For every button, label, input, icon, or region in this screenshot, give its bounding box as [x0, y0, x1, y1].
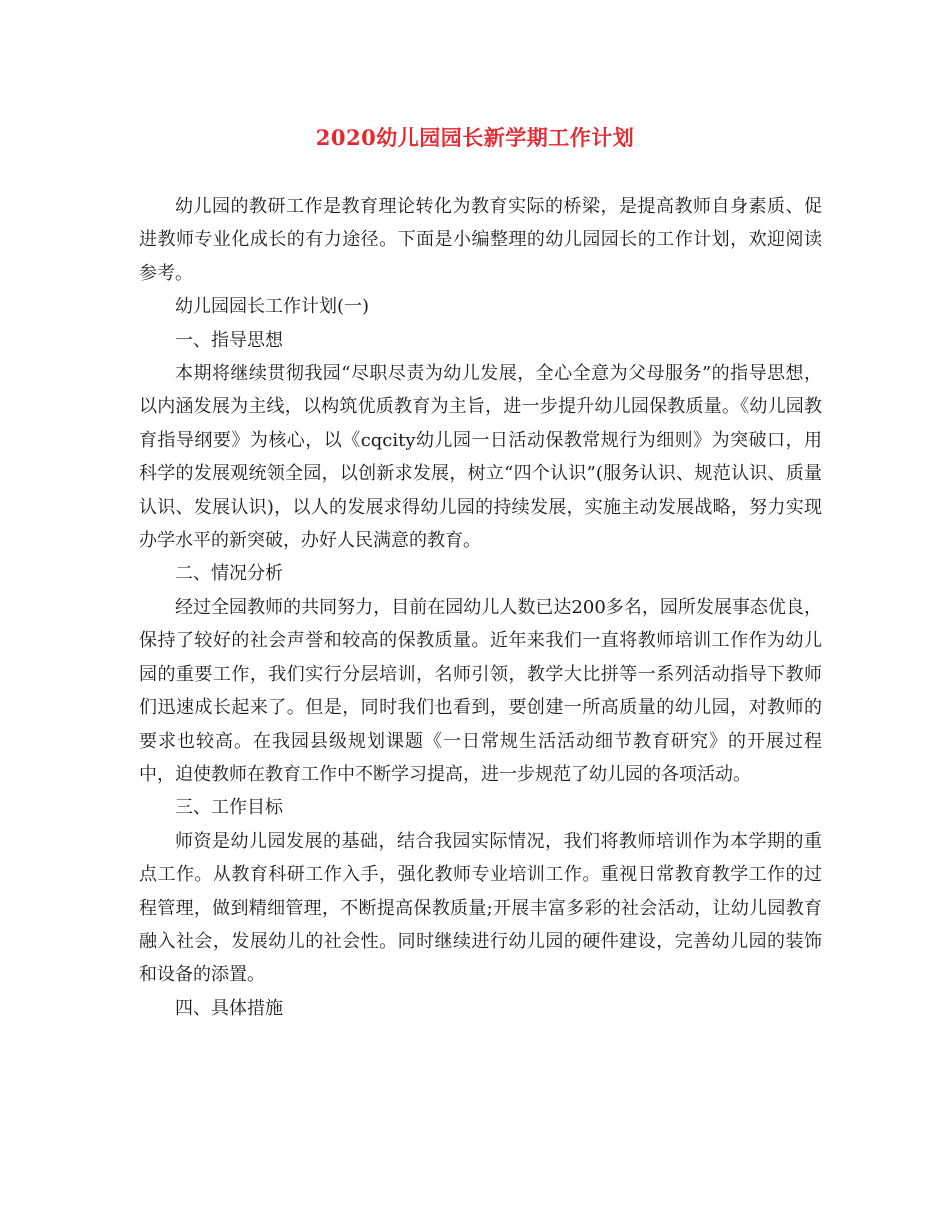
work-goals-paragraph: 师资是幼儿园发展的基础，结合我园实际情况，我们将教师培训作为本学期的重点工作。从教育科研工作入手，强化教师专业培训工作。重视日常教育教学工作的过程管理，做到精细管理，不断提高保教质量;开展丰富多彩的社会活动，让幼儿园教育融入社会，发展幼儿的社会性。同时继续进行幼儿园的硬件建设，完善幼儿园的装饰和设备的添置。 — [139, 830, 822, 986]
document-title: 2020幼儿园园长新学期工作计划 — [315, 125, 635, 150]
section-heading-situation-analysis: 二、情况分析 — [175, 563, 283, 585]
document-body — [139, 190, 822, 1025]
guiding-ideology-paragraph: 本期将继续贯彻我园“尽职尽责为幼儿发展，全心全意为父母服务”的指导思想，以内涵发展为主线，以构筑优质教育为主旨，进一步提升幼儿园保教质量。《幼儿园教育指导纲要》为核心，以《cqcity幼儿园一日活动保教常规行为细则》为突破口，用科学的发展观统领全园，以创新求发展，树立“四个认识”(服务认识、规范认识、质量认识、发展认识)，以人的发展求得幼儿园的持续发展，实施主动发展战略，努力实现办学水平的新突破，办好人民满意的教育。 — [139, 363, 822, 552]
section-heading-specific-measures: 四、具体措施 — [175, 997, 283, 1019]
situation-analysis-paragraph: 经过全园教师的共同努力，目前在园幼儿人数已达200多名，园所发展事态优良，保持了较好的社会声誉和较高的保教质量。近年来我们一直将教师培训工作作为幼儿园的重要工作，我们实行分层培训，名师引领，教学大比拼等一系列活动指导下教师们迅速成长起来了。但是，同时我们也看到，要创建一所高质量的幼儿园，对教师的要求也较高。在我园县级规划课题《一日常规生活活动细节教育研究》的开展过程中，迫使教师在教育工作中不断学习提高，进一步规范了幼儿园的各项活动。 — [139, 596, 822, 785]
intro-paragraph: 幼儿园的教研工作是教育理论转化为教育实际的桥梁，是提高教师自身素质、促进教师专业化成长的有力途径。下面是小编整理的幼儿园园长的工作计划，欢迎阅读参考。 — [139, 196, 822, 284]
section-heading-guiding-ideology: 一、指导思想 — [175, 329, 283, 351]
plan-heading: 幼儿园园长工作计划(一) — [175, 296, 370, 318]
section-heading-work-goals: 三、工作目标 — [175, 797, 283, 819]
